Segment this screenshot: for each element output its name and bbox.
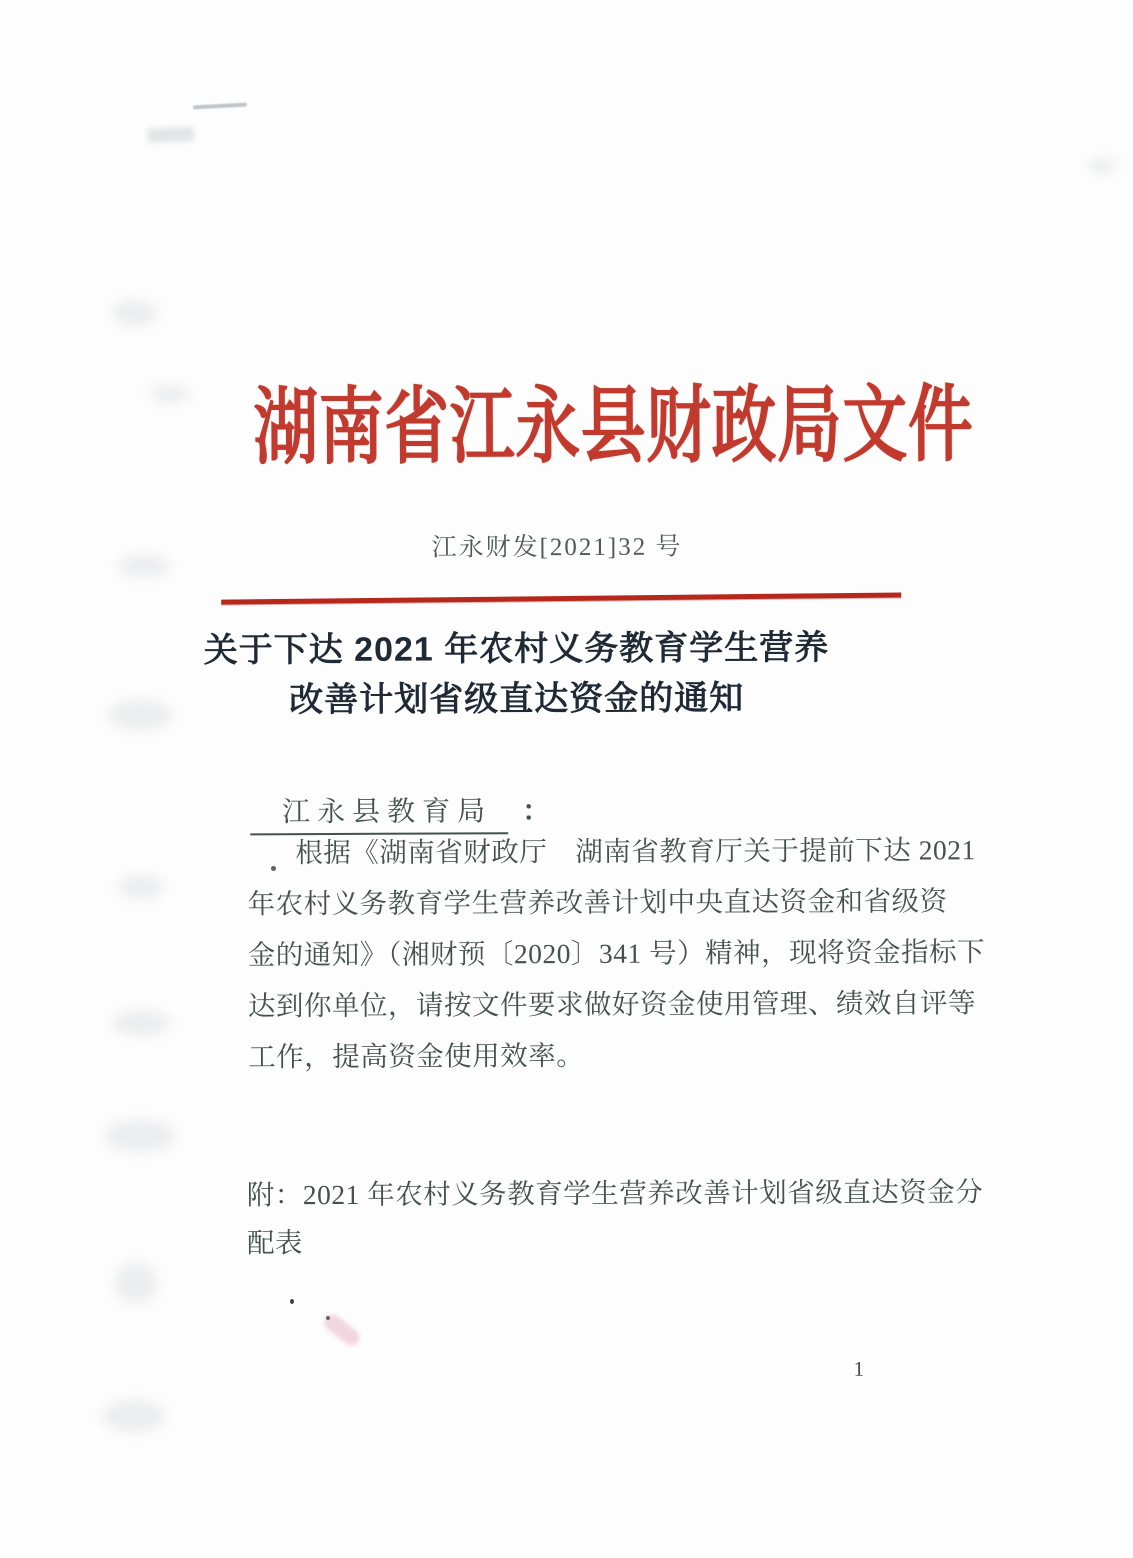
addressee-name: 江永县教育局	[250, 789, 508, 835]
body-line-2: 年农村义务教育学生营养改善计划中央直达资金和省级资	[247, 885, 948, 920]
red-separator-line	[221, 592, 901, 604]
body-paragraph	[247, 824, 986, 1082]
agency-header-text: 湖南省江永县财政局文件	[253, 379, 974, 476]
document-title-line-1: 关于下达 2021 年农村义务教育学生营养	[203, 628, 830, 670]
document-title	[0, 622, 1034, 727]
attachment-note	[246, 1168, 984, 1267]
body-line-4: 达到你单位，请按文件要求做好资金使用管理、绩效自评等	[247, 987, 977, 1022]
agency-header	[253, 376, 974, 479]
body-line-5: 工作，提高资金使用效率。	[248, 1039, 585, 1073]
body-line-1: 根据《湖南省财政厅 湖南省教育厅关于提前下达 2021	[295, 834, 976, 869]
document-number: 江永财发[2021]32 号	[431, 533, 683, 562]
attachment-line-2: 配表	[246, 1227, 304, 1259]
addressee-colon: ：	[522, 796, 551, 828]
page-number: 1	[853, 1356, 865, 1381]
attachment-line-1: 附：2021 年农村义务教育学生营养改善计划省级直达资金分	[246, 1176, 984, 1211]
document-title-line-2: 改善计划省级直达资金的通知	[289, 679, 745, 720]
body-line-3: 金的通知》（湘财预〔2020〕341 号）精神，现将资金指标下	[247, 936, 986, 971]
